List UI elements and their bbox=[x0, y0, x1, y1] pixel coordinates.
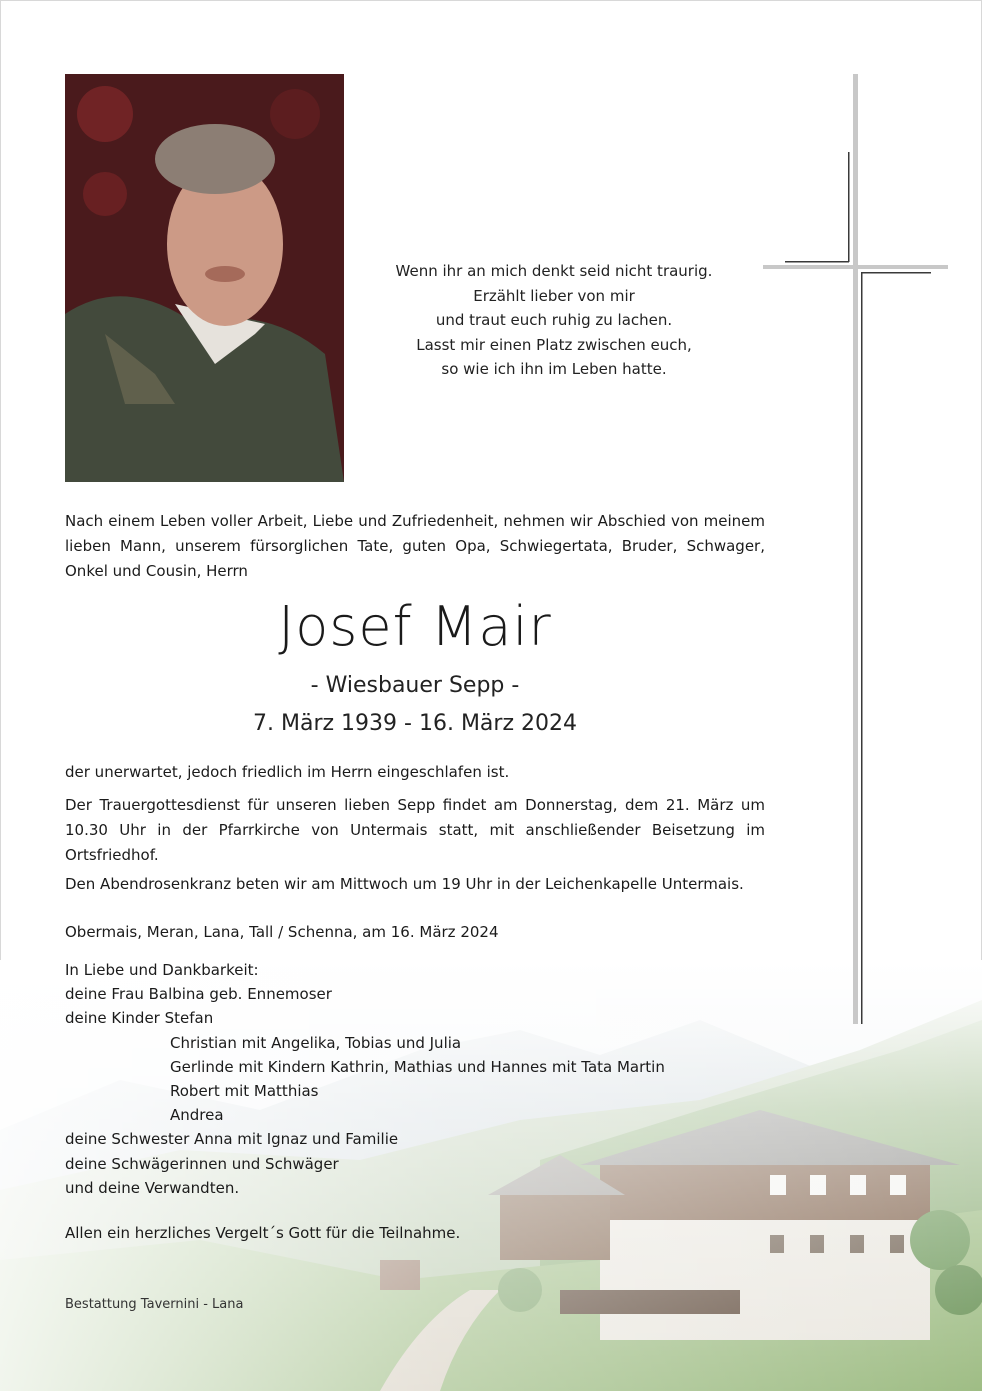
passed-text: der unerwartet, jedoch friedlich im Herrn eingeschlafen ist. bbox=[65, 763, 510, 781]
family-heading: In Liebe und Dankbarkeit: bbox=[65, 961, 259, 979]
family-child: Gerlinde mit Kindern Kathrin, Mathias und Hannes mit Tata Martin bbox=[170, 1057, 665, 1076]
portrait-image bbox=[65, 74, 344, 482]
poem-line: Erzählt lieber von mir bbox=[473, 286, 635, 305]
rosary-text: Den Abendrosenkranz beten wir am Mittwoch um 19 Uhr in der Leichenkapelle Untermais. bbox=[65, 875, 744, 893]
family-child: Andrea bbox=[170, 1106, 224, 1125]
poem-line: so wie ich ihn im Leben hatte. bbox=[441, 360, 667, 378]
family-wife: deine Frau Balbina geb. Ennemoser bbox=[65, 985, 332, 1004]
poem-line: Wenn ihr an mich denkt seid nicht traurig. bbox=[395, 262, 713, 280]
portrait-photo bbox=[65, 74, 344, 482]
family-list bbox=[65, 958, 765, 1200]
poem bbox=[380, 259, 728, 382]
thanks-text: Allen ein herzliches Vergelt´s Gott für die Teilnahme. bbox=[65, 1224, 461, 1242]
funeral-text: Der Trauergottesdienst für unseren lieben Sepp findet am Donnerstag, dem 21. März um 10.30 Uhr in der Pfarrkirche von Untermais statt, mit anschließender Beisetzung im Ortsfriedhof. bbox=[65, 796, 765, 864]
undertaker-credit: Bestattung Tavernini - Lana bbox=[65, 1297, 244, 1312]
family-in-laws: deine Schwägerinnen und Schwäger bbox=[65, 1154, 339, 1173]
deceased-name: Josef Mair bbox=[278, 595, 552, 658]
life-dates: 7. März 1939 - 16. März 2024 bbox=[253, 711, 577, 736]
family-children: deine Kinder Stefan bbox=[65, 1009, 214, 1028]
family-sister: deine Schwester Anna mit Ignaz und Familie bbox=[65, 1130, 399, 1149]
place-date: Obermais, Meran, Lana, Tall / Schenna, am 16. März 2024 bbox=[65, 923, 499, 941]
family-child: Christian mit Angelika, Tobias und Julia bbox=[170, 1033, 462, 1052]
family-relatives: und deine Verwandten. bbox=[65, 1178, 240, 1197]
poem-line: und traut euch ruhig zu lachen. bbox=[435, 311, 673, 329]
cross-symbol bbox=[763, 74, 953, 1024]
intro-text: Nach einem Leben voller Arbeit, Liebe und Zufriedenheit, nehmen wir Abschied von meinem lieben Mann, unserem fürsorglichen Tate, guten Opa, Schwiegertata, Bruder, Schwager, Onkel und Cousin, Herrn bbox=[65, 512, 765, 580]
poem-line: Lasst mir einen Platz zwischen euch, bbox=[416, 335, 692, 354]
deceased-nickname: - Wiesbauer Sepp - bbox=[310, 673, 520, 698]
family-child: Robert mit Matthias bbox=[170, 1082, 319, 1101]
